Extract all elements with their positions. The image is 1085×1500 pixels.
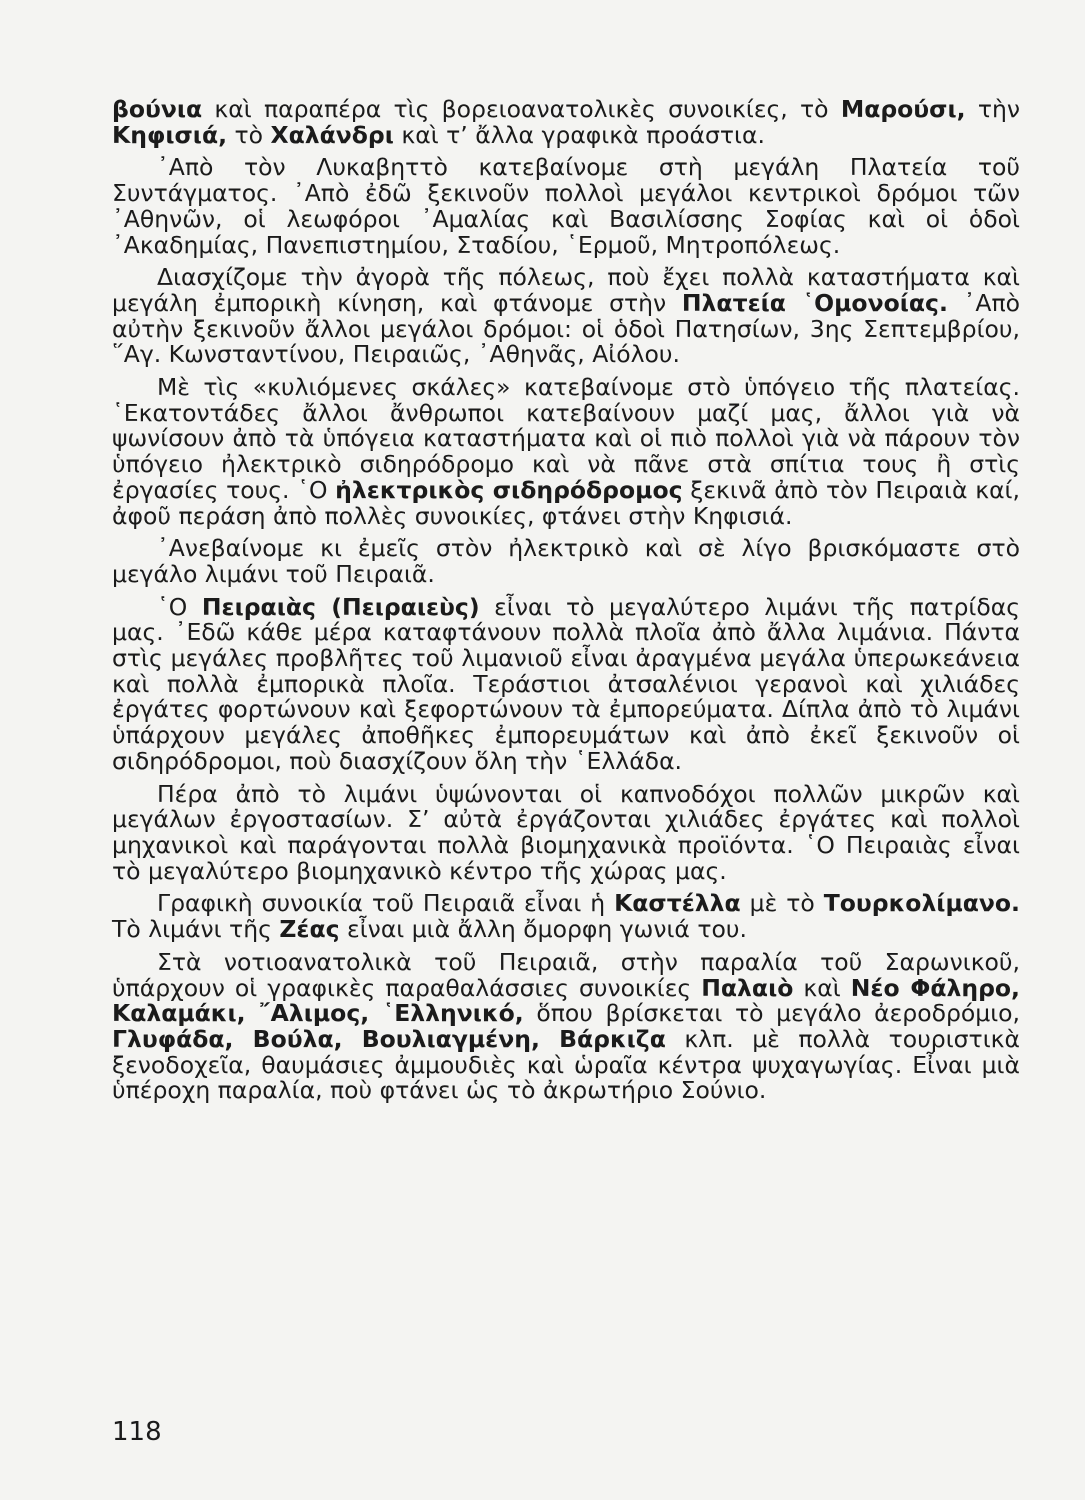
body-text [112,97,1020,1104]
text-run: μὲ τὸ [740,889,824,918]
bold-term: Παλαιὸ [701,973,794,1002]
text-run: Διασχίζομε τὴν ἀγορὰ τῆς πόλεως, ποὺ ἔχει πολλὰ καταστήματα καὶ μεγάλη ἐμπορικὴ κίνηση, καὶ φτάνομε στὴν [112,263,1020,317]
text-run: Πέρα ἀπὸ τὸ λιμάνι ὑψώνονται οἱ καπνοδόχοι πολλῶν μικρῶν καὶ μεγάλων ἐργοστασίων. Σ’ αὐτὰ ἐργάζονται χιλιάδες ἐργάτες καὶ πολλοὶ μηχανικοὶ καὶ παράγονται πολλὰ βιομηχανικὰ προϊόντα. ῾Ο Πειραιὰς εἶναι τὸ μεγαλύτερο βιομηχανικὸ κέντρο τῆς χώρας μας. [112,779,1020,885]
paragraph [112,891,1020,942]
paragraph [112,265,1020,368]
text-run: καὶ [793,973,851,1002]
bold-term: Καστέλλα [614,889,741,918]
paragraph [112,97,1020,148]
text-run: Γραφικὴ συνοικία τοῦ Πειραιᾶ εἶναι ἡ [157,889,615,918]
bold-term: Χαλάνδρι [270,120,394,149]
paragraph [112,592,1020,775]
text-run: ῾Ο [157,592,202,621]
text-run: τὸ [227,120,271,149]
text-run: ξεκινᾶ ἀπὸ τὸν Πειραιὰ καί, ἀφοῦ περάση ἀπὸ πολλὲς συνοικίες, φτάνει στὴν Κηφισιά. [112,475,1020,530]
bold-term: Ζέας [279,915,340,944]
bold-term: Κηφισιά, [112,120,228,149]
text-run: τὴν [965,95,1020,123]
bold-term: Πλατεία ῾Ομονοίας. [681,288,948,317]
text-run: Μὲ τὶς «κυλιόμενες σκάλες» κατεβαίνομε στὸ ὑπόγειο τῆς πλατείας. ῾Εκατοντάδες ἄλλοι ἄνθρωποι κατεβαίνουν μαζί μας, ἄλλοι γιὰ νὰ ψωνίσουν ἀπὸ τὰ ὑπόγεια καταστήματα καὶ οἱ πιὸ πολλοὶ γιὰ νὰ πάρουν τὸν ὑπόγειο ἠλεκτρικὸ σιδηρόδρομο καὶ νὰ πᾶνε στὰ σπίτια τους ἢ στὶς ἐργασίες τους. ῾Ο [112,373,1020,504]
bold-term: Νέο Φάληρο, Καλαμάκι, ῎Αλιμος, ῾Ελληνικό, [112,973,1020,1028]
paragraph [112,536,1020,587]
text-run: καὶ παραπέρα τὶς βορειοανατολικὲς συνοικίες, τὸ [202,95,841,123]
text-run: εἶναι μιὰ ἄλλη ὄμορφη γωνιά του. [339,915,747,944]
paragraph [112,375,1020,529]
page-number: 118 [112,1417,162,1447]
bold-term: ἠλεκτρικὸς σιδηρόδρομος [335,475,683,504]
text-run: καὶ τ’ ἄλλα γραφικὰ προάστια. [393,120,765,149]
text-run: ὅπου βρίσκεται τὸ μεγάλο ἀεροδρόμιο, [523,999,1020,1028]
bold-term: Μαρούσι, [840,95,966,123]
bold-term: Τουρκολίμανο. [823,889,1020,918]
bold-term: βούνια [112,95,203,123]
text-run: Στὰ νοτιοανατολικὰ τοῦ Πειραιᾶ, στὴν παραλία τοῦ Σαρωνικοῦ, ὑπάρχουν οἱ γραφικὲς παραθαλάσσιες συνοικίες [112,947,1020,1002]
text-run: ᾿Απὸ τὸν Λυκαβηττὸ κατεβαίνομε στὴ μεγάλη Πλατεία τοῦ Συντάγματος. ᾿Απὸ ἐδῶ ξεκινοῦν πολλοὶ μεγάλοι κεντρικοὶ δρόμοι τῶν ᾿Αθηνῶν, οἱ λεωφόροι ᾿Αμαλίας καὶ Βασιλίσσης Σοφίας καὶ οἱ ὁδοὶ ᾿Ακαδημίας, Πανεπιστημίου, Σταδίου, ῾Ερμοῦ, Μητροπόλεως. [112,153,1020,259]
paragraph [112,779,1020,885]
paragraph [112,155,1020,258]
bold-term: Πειραιὰς (Πειραιεὺς) [201,592,480,621]
paragraph [112,947,1020,1105]
text-run: Τὸ λιμάνι τῆς [112,915,280,944]
text-run: κλπ. μὲ πολλὰ τουριστικὰ ξενοδοχεῖα, θαυμάσιες ἀμμουδιὲς καὶ ὡραῖα κέντρα ψυχαγωγίας. Εἶναι μιὰ ὑπέροχη παραλία, ποὺ φτάνει ὡς τὸ ἀκρωτήριο Σούνιο. [112,1024,1020,1105]
bold-term: Γλυφάδα, Βούλα, Βουλιαγμένη, Βάρκιζα [112,1024,666,1053]
text-run: ᾿Ανεβαίνομε κι ἐμεῖς στὸν ἠλεκτρικὸ καὶ σὲ λίγο βρισκόμαστε στὸ μεγάλο λιμάνι τοῦ Πειραιᾶ. [112,534,1020,588]
text-run: εἶναι τὸ μεγαλύτερο λιμάνι τῆς πατρίδας μας. ᾿Εδῶ κάθε μέρα καταφτάνουν πολλὰ πλοῖα ἀπὸ ἄλλα λιμάνια. Πάντα στὶς μεγάλες προβλῆτες τοῦ λιμανιοῦ εἶναι ἀραγμένα μεγάλα ὑπερωκεάνεια καὶ πολλὰ ἐμπορικὰ πλοῖα. Τεράστιοι ἀτσαλένιοι γερανοὶ καὶ χιλιάδες ἐργάτες φορτώνουν καὶ ξεφορτώνουν τὰ ἐμπορεύματα. Δίπλα ἀπὸ τὸ λιμάνι ὑπάρχουν μεγάλες ἀποθῆκες ἐμπορευμάτων καὶ ἀπὸ ἐκεῖ ξεκινοῦν οἱ σιδηρόδρομοι, ποὺ διασχίζουν ὅλη τὴν ῾Ελλάδα. [112,592,1020,775]
text-run: ᾿Απὸ αὐτὴν ξεκινοῦν ἄλλοι μεγάλοι δρόμοι: οἱ ὁδοὶ Πατησίων, 3ης Σεπτεμβρίου, ῞Αγ. Κωνσταντίνου, Πειραιῶς, ᾿Αθηνᾶς, Αἰόλου. [112,288,1020,369]
